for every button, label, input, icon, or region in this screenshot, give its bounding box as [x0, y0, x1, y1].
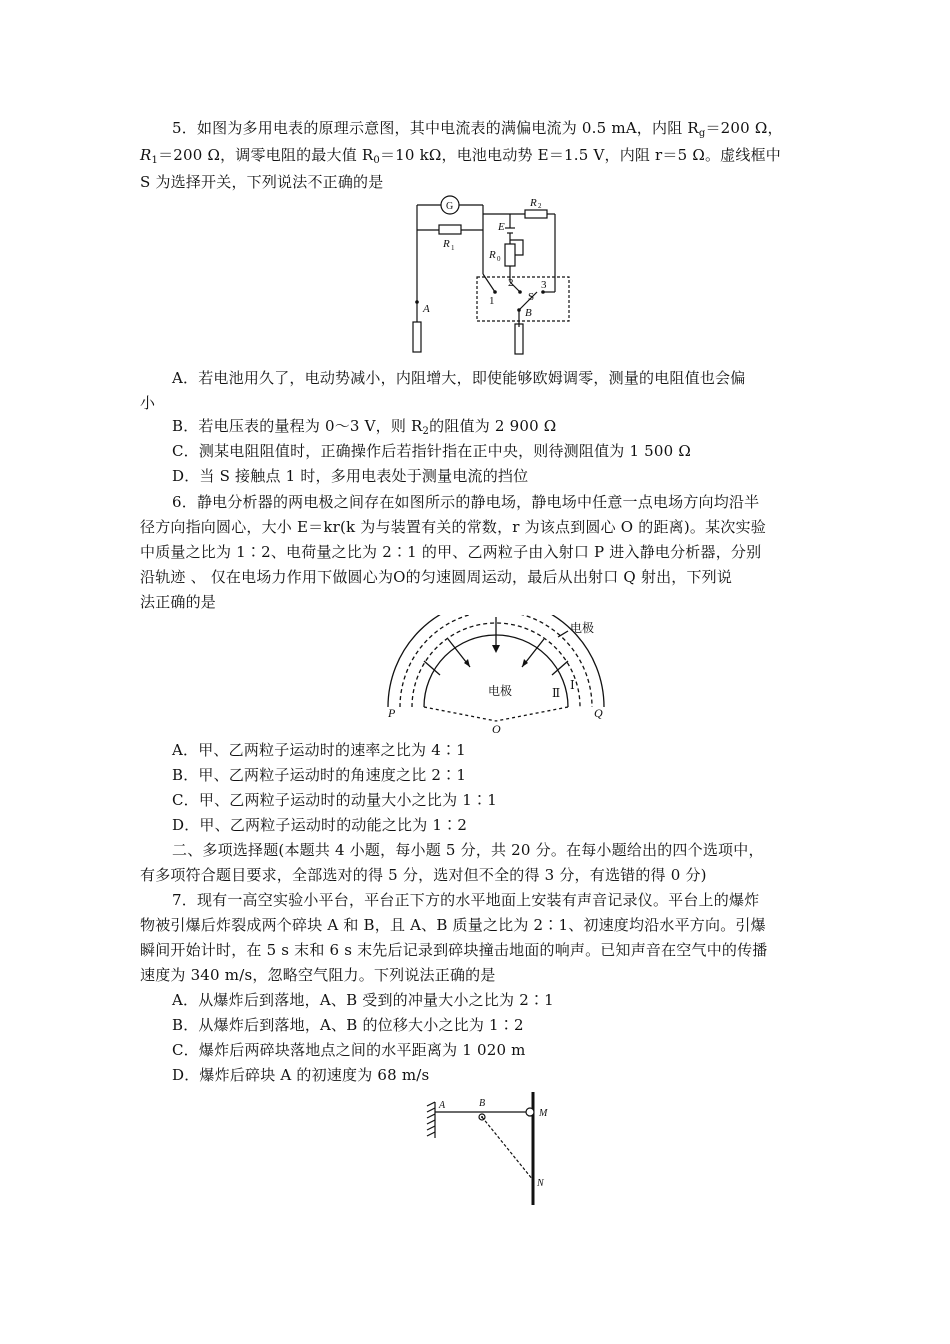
- svg-text:B: B: [525, 307, 532, 319]
- q6-line5: 法正确的是: [140, 593, 217, 611]
- q5-line1: 5．如图为多用电表的原理示意图，其中电流表的满偏电流为 0.5 mA，内阻 $R_g=200$ Ω，: [172, 119, 783, 139]
- q5-line3: S 为选择开关，下列说法不正确的是: [140, 173, 384, 191]
- svg-text:A: A: [439, 1100, 446, 1111]
- q7-line4: 速度为 340 m/s，忽略空气阻力。下列说法正确的是: [140, 966, 496, 984]
- q7-line3: 瞬间开始计时，在 5 s 末和 6 s 末先后记录到碎块撞击地面的响声。已知声音在空气中的传播: [140, 941, 768, 959]
- q6-line3: 中质量之比为 1∶2、电荷量之比为 2∶1 的甲、乙两粒子由入射口 P 进入静电分析器，分别: [140, 543, 762, 561]
- svg-text:0: 0: [497, 255, 501, 263]
- q5-option-a-cont: 小: [140, 394, 156, 412]
- svg-text:R: R: [530, 197, 537, 209]
- q7-option-a: A．从爆炸后到落地，A、B 受到的冲量大小之比为 2∶1: [172, 991, 554, 1009]
- q7-option-d: D．爆炸后碎块 A 的初速度为 68 m/s: [172, 1066, 430, 1084]
- svg-text:O: O: [492, 722, 501, 735]
- svg-text:N: N: [537, 1178, 544, 1189]
- q5-option-c: C．测某电阻阻值时，正确操作后若指针指在正中央，则待测阻值为 1 500 Ω: [172, 442, 691, 460]
- svg-text:M: M: [539, 1108, 548, 1119]
- q7-option-b: B．从爆炸后到落地，A、B 的位移大小之比为 1∶2: [172, 1016, 524, 1034]
- svg-text:电极: 电极: [570, 621, 595, 635]
- q7-option-c: C．爆炸后两碎块落地点之间的水平距离为 1 020 m: [172, 1041, 526, 1059]
- svg-text:R: R: [489, 249, 496, 261]
- q6-line4: 沿轨迹 、 仅在电场力作用下做圆心为O的匀速圆周运动，最后从出射口 Q 射出，下列说: [140, 568, 733, 586]
- svg-text:Ⅱ: Ⅱ: [552, 686, 561, 700]
- svg-text:P: P: [388, 706, 396, 720]
- q6-option-d: D．甲、乙两粒子运动时的动能之比为 1∶2: [172, 816, 468, 834]
- svg-text:Q: Q: [594, 706, 603, 720]
- multimeter-circuit-diagram: [405, 192, 585, 360]
- q6-line2: 径方向指向圆心，大小 E＝kr(k 为与装置有关的常数，r 为该点到圆心 O 的距离)。某次实验: [140, 518, 766, 536]
- r1-resistor: [439, 225, 461, 234]
- svg-text:A: A: [423, 303, 430, 315]
- svg-text:R: R: [443, 238, 450, 250]
- svg-text:电极: 电极: [488, 684, 513, 698]
- electrostatic-analyzer-diagram: [380, 615, 610, 735]
- q6-option-c: C．甲、乙两粒子运动时的动量大小之比为 1∶1: [172, 791, 497, 809]
- r2-resistor: [525, 210, 547, 218]
- svg-text:E: E: [498, 221, 505, 233]
- svg-text:S: S: [528, 291, 535, 303]
- q5-option-b: B．若电压表的量程为 0～3 V，则 $R_2$的阻值为 2 900 Ω: [172, 417, 557, 437]
- q6-line1: 6．静电分析器的两电极之间存在如图所示的静电场，静电场中任意一点电场方向均沿半: [172, 493, 760, 511]
- r0-resistor: [505, 244, 515, 266]
- section2-line1: 二、多项选择题(本题共 4 小题，每小题 5 分，共 20 分。在每小题给出的四个选项中，: [172, 841, 764, 859]
- section2-line2: 有多项符合题目要求，全部选对的得 5 分，选对但不全的得 3 分，有选错的得 0 分): [140, 866, 707, 884]
- q7-line2: 物被引爆后炸裂成两个碎块 A 和 B，且 A、B 质量之比为 2∶1、初速度均沿水平方向。引爆: [140, 916, 766, 934]
- svg-text:1: 1: [489, 295, 495, 307]
- svg-text:2: 2: [508, 277, 514, 289]
- q6-option-a: A．甲、乙两粒子运动时的速率之比为 4∶1: [172, 741, 466, 759]
- svg-text:Ⅰ: Ⅰ: [570, 678, 575, 692]
- q5-line2: $R_1=200$ Ω，调零电阻的最大值 $R_0=10$ kΩ，电池电动势 E＝1.5 V，内阻 r＝5 Ω。虚线框中: [140, 146, 781, 166]
- svg-text:G: G: [446, 201, 454, 212]
- q5-option-a: A．若电池用久了，电动势减小，内阻增大，即使能够欧姆调零，测量的电阻值也会偏: [172, 369, 746, 387]
- svg-text:B: B: [479, 1098, 486, 1109]
- svg-text:1: 1: [451, 244, 455, 252]
- q7-line1: 7．现有一高空实验小平台，平台正下方的水平地面上安装有声音记录仪。平台上的爆炸: [172, 891, 760, 909]
- svg-text:3: 3: [541, 279, 547, 291]
- q5-option-d: D．当 S 接触点 1 时，多用电表处于测量电流的挡位: [172, 467, 529, 485]
- svg-text:2: 2: [538, 202, 542, 210]
- rod-wall-diagram: [425, 1090, 555, 1210]
- q6-option-b: B．甲、乙两粒子运动时的角速度之比 2∶1: [172, 766, 467, 784]
